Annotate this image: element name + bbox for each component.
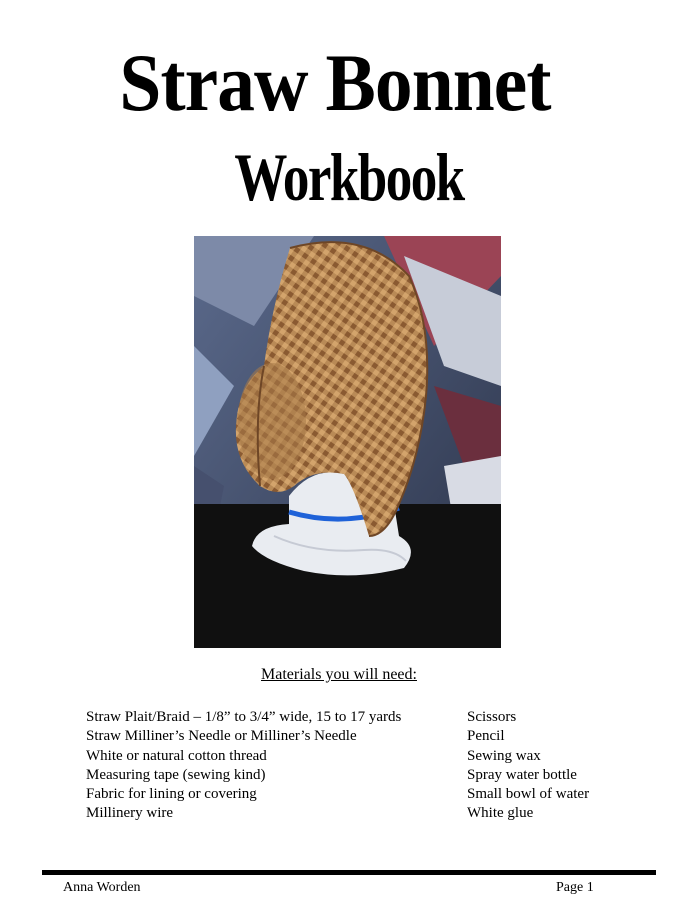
material-item: Straw Milliner’s Needle or Milliner’s Needle <box>86 728 357 745</box>
material-item: Small bowl of water <box>467 786 590 803</box>
materials-list-left <box>86 708 401 824</box>
material-item: White or natural cotton thread <box>86 747 267 764</box>
material-item: White glue <box>467 805 534 822</box>
page-title: Straw Bonnet <box>119 37 551 128</box>
material-item: Fabric for lining or covering <box>86 786 257 803</box>
footer-author: Anna Worden <box>63 880 141 895</box>
page-subtitle: Workbook <box>234 139 464 215</box>
page-number: Page 1 <box>556 880 594 895</box>
material-item: Spray water bottle <box>467 766 577 783</box>
material-item: Measuring tape (sewing kind) <box>86 766 266 783</box>
material-item: Straw Plait/Braid – 1/8” to 3/4” wide, 15 to 17 yards <box>86 709 402 725</box>
materials-heading: Materials you will need: <box>261 666 417 683</box>
material-item: Millinery wire <box>86 805 174 822</box>
footer-divider <box>42 870 656 875</box>
material-item: Pencil <box>467 728 505 745</box>
materials-list-right <box>467 708 589 824</box>
material-item: Sewing wax <box>467 747 541 764</box>
material-item: Scissors <box>467 709 517 725</box>
straw-bonnet-photo <box>194 236 501 648</box>
